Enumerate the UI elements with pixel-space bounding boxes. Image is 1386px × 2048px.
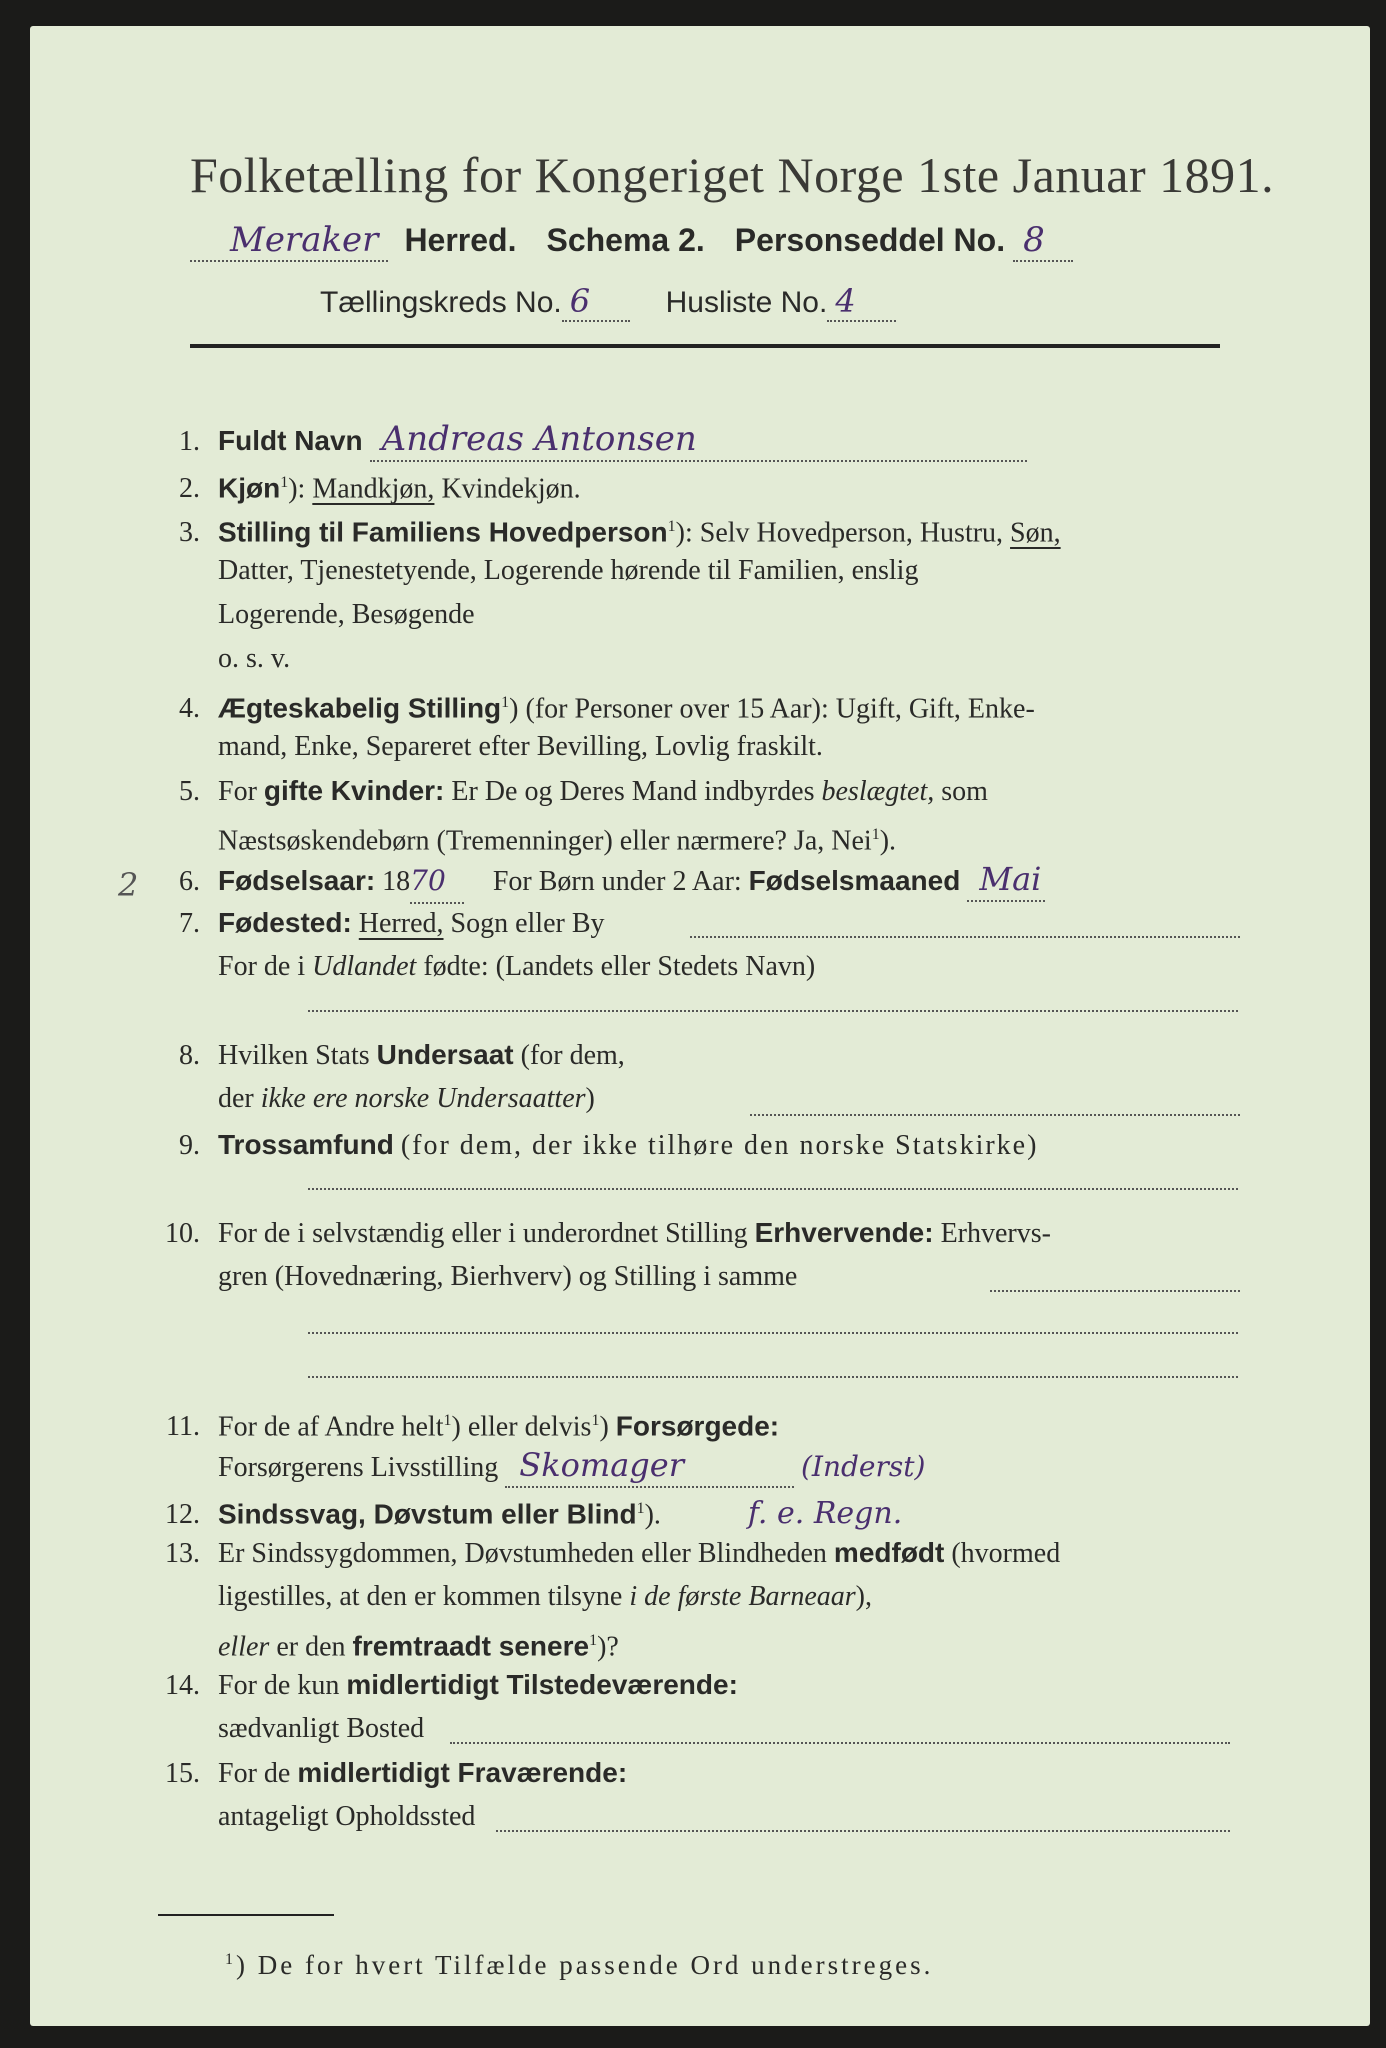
- q5-footnote-ref: 1: [871, 826, 880, 843]
- question-10: [140, 1212, 1051, 1255]
- q9-answer-line: [308, 1188, 1238, 1190]
- q3-line-4: o. s. v.: [218, 643, 291, 674]
- q10-answer-line-2: [308, 1332, 1238, 1334]
- husliste-number: 4: [827, 282, 895, 322]
- q13-number: 13.: [165, 1538, 200, 1569]
- question-13: [140, 1532, 1060, 1575]
- q5-number: 5.: [179, 776, 200, 807]
- question-6: [140, 858, 1045, 904]
- q7-label: Fødested:: [218, 907, 352, 938]
- q15-number: 15.: [165, 1758, 200, 1789]
- q11-pre: For de af Andre helt: [218, 1411, 444, 1443]
- q7-line-2a: For de i: [218, 951, 306, 982]
- q10-rest: Erhvervs-: [940, 1218, 1051, 1249]
- q13-line-2-italic: i de første Barneaar: [629, 1581, 856, 1612]
- q4-line-1: ) (for Personer over 15 Aar): Ugift, Gift, Enke-: [509, 693, 1035, 725]
- q7-line-2: [218, 946, 815, 988]
- q1-label: Fuldt Navn: [218, 425, 363, 456]
- question-1: [140, 418, 1027, 463]
- q11-number: 11.: [166, 1411, 200, 1443]
- footnote-marker: 1: [225, 1951, 236, 1968]
- q10-answer-line-1: [990, 1290, 1240, 1292]
- q11-mid-2: ): [599, 1411, 609, 1443]
- q4-footnote-ref: 1: [501, 694, 510, 711]
- footnote-text: ) De for hvert Tilfælde passende Ord understreges.: [236, 1950, 934, 1980]
- personseddel-label: Personseddel No.: [734, 222, 1006, 258]
- q12-answer: f. e. Regn.: [747, 1496, 903, 1532]
- footnote: [225, 1950, 933, 1981]
- municipality-name: Meraker: [190, 220, 388, 262]
- q6-number: 6.: [179, 866, 200, 897]
- q5-pre: For: [218, 776, 257, 807]
- q14-number: 14.: [165, 1670, 200, 1701]
- kreds-label: Tællingskreds No.: [320, 286, 562, 319]
- q5-line-2-end: ).: [879, 825, 897, 857]
- q8-answer-line: [750, 1114, 1240, 1116]
- herred-label: Herred.: [404, 222, 517, 258]
- q2-colon: ):: [288, 473, 306, 505]
- question-7: [140, 902, 605, 945]
- q12-footnote-ref: 1: [636, 1500, 645, 1517]
- q10-answer-line-3: [308, 1376, 1238, 1378]
- margin-mark: 2: [118, 866, 139, 904]
- q7-number: 7.: [179, 908, 200, 939]
- q4-label: Ægteskabelig Stilling: [218, 692, 502, 724]
- q3-label: Stilling til Familiens Hovedperson: [218, 516, 668, 548]
- q9-number: 9.: [179, 1130, 200, 1161]
- q7-answer-line: [690, 936, 1240, 938]
- header-line-3: [320, 282, 896, 322]
- personseddel-number: 8: [1013, 220, 1073, 262]
- q7-rest: Sogn eller By: [450, 908, 605, 939]
- q4-number: 4.: [179, 693, 200, 725]
- q11-line-2: [218, 1444, 925, 1489]
- q10-label: Erhvervende:: [754, 1217, 934, 1248]
- q13-label: medfødt: [833, 1537, 945, 1568]
- question-4: [140, 682, 1035, 730]
- header-line-2: [190, 220, 1073, 262]
- q13-line-2a: ligestilles, at den er kommen tilsyne: [218, 1581, 623, 1612]
- q15-answer-line: [496, 1830, 1230, 1832]
- q10-number: 10.: [165, 1218, 200, 1249]
- question-9: [140, 1124, 1038, 1167]
- question-3: [140, 506, 1061, 554]
- q3-option-son: Søn,: [1010, 517, 1061, 549]
- q3-footnote-ref: 1: [667, 518, 676, 535]
- q15-label: midlertidigt Fraværende:: [297, 1757, 628, 1788]
- form-title: Folketælling for Kongeriget Norge 1ste Januar 1891.: [190, 147, 1275, 203]
- q11-footnote-ref-2: 1: [591, 1412, 600, 1429]
- q1-number: 1.: [179, 426, 200, 457]
- q6-month-answer: Mai: [967, 858, 1045, 902]
- q10-line-2: gren (Hovednæring, Bierhverv) og Stilling i samme: [218, 1261, 798, 1292]
- q3-line-2: Datter, Tjenestetyende, Logerende hørende til Familien, enslig: [218, 555, 919, 586]
- q6-year-prefix: 18: [382, 866, 411, 897]
- q8-line-2: [218, 1078, 595, 1120]
- q5-line-2-wrap: [218, 814, 896, 862]
- q14-pre: For de kun: [218, 1670, 340, 1701]
- q15-pre: For de: [218, 1758, 291, 1789]
- q11-line-2-label: Forsørgerens Livsstilling: [218, 1452, 499, 1483]
- q13-line-3-italic: eller: [218, 1631, 270, 1663]
- q6-mid: For Børn under 2 Aar:: [492, 866, 742, 897]
- q14-label: midlertidigt Tilstedeværende:: [346, 1669, 738, 1700]
- q13-rest: (hvormed: [951, 1538, 1061, 1569]
- q5-line-1b: som: [941, 776, 988, 807]
- q5-label: gifte Kvinder:: [263, 775, 445, 806]
- q13-line-3a: er den: [276, 1631, 346, 1663]
- q13-line-3: [218, 1620, 619, 1668]
- q3-line-3: Logerende, Besøgende: [218, 599, 475, 630]
- q8-pre: Hvilken Stats: [218, 1040, 370, 1071]
- q5-line-2: Næstsøskendebørn (Tremenninger) eller nærmere? Ja, Nei: [218, 825, 872, 857]
- question-5: [140, 770, 988, 813]
- q2-label: Kjøn: [218, 472, 281, 504]
- q11-mid: ) eller delvis: [451, 1411, 592, 1443]
- q8-line-2a: der: [218, 1083, 254, 1114]
- question-8: [140, 1034, 625, 1077]
- question-12: [140, 1488, 902, 1536]
- q15-line-2: antageligt Opholdssted: [218, 1801, 476, 1832]
- q3-line-1: ): Selv Hovedperson, Hustru,: [675, 517, 1004, 549]
- q11-label: Forsørgede:: [615, 1410, 780, 1442]
- q6-label: Fødselsaar:: [218, 865, 376, 896]
- q8-line-2-italic: ikke ere norske Undersaatter: [260, 1083, 586, 1114]
- q8-label: Undersaat: [376, 1039, 514, 1070]
- q2-footnote-ref: 1: [280, 474, 289, 491]
- q13-line-3-label: fremtraadt senere: [352, 1630, 590, 1662]
- q9-label: Trossamfund: [218, 1129, 394, 1160]
- q14-answer-line: [450, 1742, 1230, 1744]
- q2-number: 2.: [179, 473, 200, 505]
- q2-option-female: Kvindekjøn.: [441, 473, 581, 505]
- footnote-divider: [158, 1914, 334, 1916]
- q11-answer-2: (Inderst): [800, 1450, 926, 1483]
- q1-answer: Andreas Antonsen: [370, 418, 1027, 462]
- q12-number: 12.: [165, 1499, 200, 1531]
- q14-line-2: sædvanligt Bosted: [218, 1713, 425, 1744]
- q8-line-2b: ): [585, 1083, 595, 1114]
- q11-answer: Skomager: [505, 1444, 794, 1488]
- q4-line-2: mand, Enke, Separeret efter Bevilling, Lovlig fraskilt.: [218, 731, 823, 762]
- q7-answer-line-2: [308, 1010, 1238, 1012]
- q6-month-label: Fødselsmaaned: [748, 865, 961, 896]
- q13-line-2b: ),: [855, 1581, 872, 1612]
- q12-rest: ).: [644, 1499, 661, 1531]
- q6-year-answer: 70: [410, 860, 464, 904]
- q8-number: 8.: [179, 1040, 200, 1071]
- q13-pre: Er Sindssygdommen, Døvstumheden eller Blindheden: [218, 1538, 827, 1569]
- q13-line-2: [218, 1576, 872, 1618]
- q5-line-1-italic: beslægtet,: [821, 776, 935, 807]
- q3-number: 3.: [179, 517, 200, 549]
- q8-rest: (for dem,: [520, 1040, 625, 1071]
- q2-option-male: Mandkjøn,: [312, 473, 435, 505]
- question-2: [140, 462, 581, 510]
- q9-rest: (for dem, der ikke tilhøre den norske Statskirke): [400, 1130, 1039, 1161]
- question-14: [140, 1664, 738, 1707]
- q7-line-2-italic: Udlandet: [312, 951, 417, 982]
- husliste-label: Husliste No.: [665, 286, 828, 319]
- question-11: [140, 1400, 779, 1448]
- q13-line-3-end: )?: [597, 1631, 619, 1663]
- q7-option-herred: Herred,: [358, 908, 444, 939]
- q7-line-2b: fødte: (Landets eller Stedets Navn): [423, 951, 816, 982]
- census-form-sheet: [30, 26, 1370, 2026]
- q11-footnote-ref-1: 1: [443, 1412, 452, 1429]
- q12-label: Sindssvag, Døvstum eller Blind: [218, 1498, 637, 1530]
- q5-line-1a: Er De og Deres Mand indbyrdes: [451, 776, 815, 807]
- schema-label: Schema 2.: [546, 222, 705, 258]
- header-divider: [190, 344, 1220, 348]
- question-15: [140, 1752, 627, 1795]
- kreds-number: 6: [562, 282, 630, 322]
- q13-footnote-ref: 1: [589, 1632, 598, 1649]
- q10-pre: For de i selvstændig eller i underordnet Stilling: [218, 1218, 748, 1249]
